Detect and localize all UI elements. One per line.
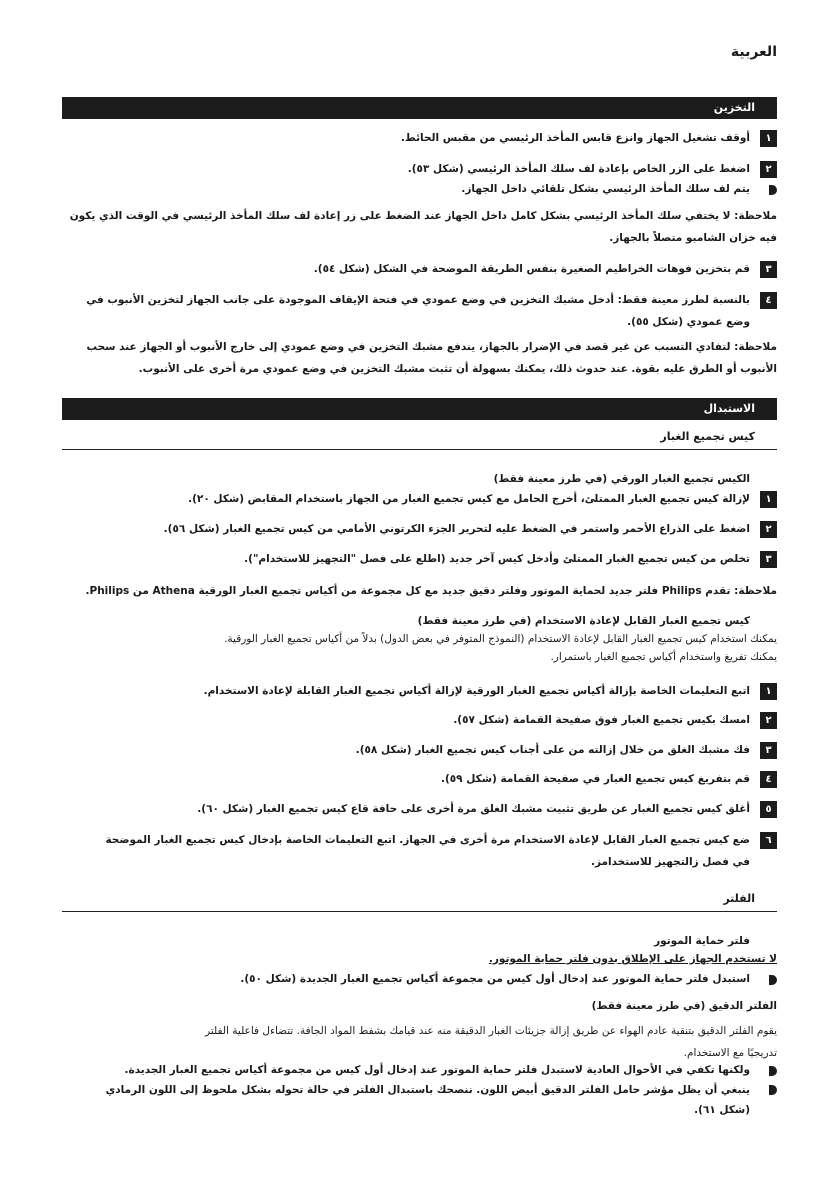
reusable-bag-description — [62, 630, 777, 666]
storage-step-1 — [62, 127, 777, 149]
step-number: ٣ — [760, 742, 777, 759]
note-line: الأنبوب أو الطرق عليه بقوة. عند حدوث ذلك، يمكنك بسهولة أن تثبت مشبك التخزين في وضع عمودي مرة أخرى على الأنبوب. — [138, 363, 777, 375]
step-number: ١ — [760, 130, 777, 147]
reusable-step-3 — [62, 739, 777, 761]
note-line: ملاحظة: لا يختفي سلك المأخذ الرئيسي بشكل كامل داخل الجهاز عند الضغط على زر إعادة لف سلك المأخذ الرئيسي في الوقت الذي يكون — [69, 210, 777, 222]
bullet-text: يتم لف سلك المأخذ الرئيسي بشكل تلقائي داخل الجهاز. — [461, 183, 750, 195]
step-text: ضع كيس تجميع الغبار القابل لإعادة الاستخدام مرة أخرى في الجهاز. اتبع التعليمات الخاصة بإدخال كيس تجميع الغبار الموضحة — [105, 834, 750, 846]
fine-filter-description — [62, 1020, 777, 1064]
reusable-step-5 — [62, 798, 777, 820]
reusable-step-1 — [62, 680, 777, 702]
reusable-step-4 — [62, 768, 777, 790]
step-text: اضغط على الزر الخاص بإعادة لف سلك المأخذ الرئيسي (شكل ٥٣). — [407, 163, 750, 175]
reusable-step-2 — [62, 709, 777, 731]
subsection-heading-dustbag — [62, 430, 777, 450]
reusable-bag-heading: كيس تجميع الغبار القابل لإعادة الاستخدام (في طرز معينة فقط) — [417, 615, 750, 627]
step-number: ٤ — [760, 292, 777, 309]
step-number: ١ — [760, 491, 777, 508]
bullet-text: ولكنها تكفي في الأحوال العادية لاستبدل فلتر حماية الموتور عند إدخال أول كيس من مجموعة أكياس تجميع الغبار الجديدة. — [124, 1064, 750, 1076]
storage-note-2 — [62, 336, 777, 380]
step-text: أوقف تشغيل الجهاز وانزع قابس المأخذ الرئيسي من مقبس الحائط. — [400, 132, 750, 144]
note-line: فيه خزان الشامبو متصلاً بالجهاز. — [609, 232, 777, 244]
motor-filter-warning — [62, 948, 777, 970]
section-bar-storage — [62, 97, 777, 119]
step-number: ٦ — [760, 832, 777, 849]
step-number: ٢ — [760, 161, 777, 178]
step-number: ٢ — [760, 712, 777, 729]
step-text: اضغط على الذراع الأحمر واستمر في الضغط عليه لتحرير الجزء الكرتوني الأمامي من كيس تجميع الغبار (شكل ٥٦). — [163, 523, 750, 535]
paper-bag-heading: الكيس تجميع الغبار الورقي (في طرز معينة فقط) — [493, 473, 750, 485]
replacement-note: ملاحظة: تقدم Philips فلتر جديد لحماية الموتور وفلتر دقيق جديد مع كل مجموعة من أكياس تجميع الغبار الورقية Athena من Philips. — [85, 585, 777, 597]
paragraph-line: يقوم الفلتر الدقيق بتنقية عادم الهواء عن طريق إزالة جزيئات الغبار الدقيقة منه عند قيامك بشفط المواد الجافة. تتضاءل فاعلية الفلتر — [205, 1025, 777, 1037]
step-number: ٥ — [760, 801, 777, 818]
bullet-text: ينبغي أن يظل مؤشر حامل الفلتر الدقيق أبيض اللون. ننصحك باستبدال الفلتر في حالة تحوله بشكل ملحوظ إلى اللون الرمادي — [105, 1084, 750, 1096]
warning-text: لا تستخدم الجهاز على الإطلاق بدون فلتر حماية الموتور. — [488, 953, 777, 965]
step-text: بالنسبة لطرز معينة فقط: أدخل مشبك التخزين في وضع عمودي في فتحة الإيقاف الموجودة على جانب الجهاز لتخزين الأنبوب في — [86, 294, 750, 306]
step-text: امسك بكيس تجميع الغبار فوق صفيحة القمامة (شكل ٥٧). — [453, 714, 750, 726]
subsection-heading-filter — [62, 892, 777, 912]
section-title: الاستبدال — [703, 402, 755, 415]
storage-step-4 — [62, 289, 777, 333]
reusable-step-6 — [62, 829, 777, 873]
motor-filter-bullet — [62, 968, 777, 990]
paragraph-line: يمكنك استخدام كيس تجميع الغبار القابل لإعادة الاستخدام (النموذج المتوفر في بعض الدول) بدلاً من أكياس تجميع الغبار الورقية. — [224, 633, 777, 645]
storage-bullet-1 — [62, 178, 777, 200]
step-number: ٣ — [760, 261, 777, 278]
subsection-title: كيس تجميع الغبار — [660, 430, 755, 443]
step-text: قم بتخزين فوهات الخراطيم الصغيرة بنفس الطريقة الموضحة في الشكل (شكل ٥٤). — [313, 263, 750, 275]
step-text: وضع عمودي (شكل ٥٥). — [627, 316, 750, 328]
paragraph-line: يمكنك تفريغ واستخدام أكياس تجميع الغبار باستمرار. — [550, 651, 777, 663]
step-text: تخلص من كيس تجميع الغبار الممتلئ وأدخل كيس آخر جديد (اطلع على فصل "التجهيز للاستخدام"). — [244, 553, 750, 565]
fine-filter-bullet-1 — [62, 1059, 777, 1081]
note-line: ملاحظة: لتفادي التسبب عن غير قصد في الإضرار بالجهاز، يندفع مشبك التخزين في وضع عمودي إلى خارج الأنبوب أو الجهاز عند سحب — [86, 341, 777, 353]
step-number: ٣ — [760, 551, 777, 568]
paper-step-2 — [62, 518, 777, 540]
motor-filter-heading: فلتر حماية الموتور — [654, 935, 750, 947]
section-title: التخزين — [713, 101, 755, 114]
storage-note-1 — [62, 205, 777, 249]
step-number: ٤ — [760, 771, 777, 788]
step-text: أغلق كيس تجميع الغبار عن طريق تثبيت مشبك الغلق مرة أخرى على حافة قاع كيس تجميع الغبار (شكل ٦٠). — [197, 803, 750, 815]
fine-filter-bullet-2 — [62, 1080, 777, 1120]
step-number: ٢ — [760, 521, 777, 538]
step-text: اتبع التعليمات الخاصة بإزالة أكياس تجميع الغبار الورقية لإزالة أكياس تجميع الغبار القابلة لإعادة الاستخدام. — [203, 685, 750, 697]
bullet-text: استبدل فلتر حماية الموتور عند إدخال أول كيس من مجموعة أكياس تجميع الغبار الجديدة (شكل ٥٠). — [240, 973, 750, 985]
paper-step-3 — [62, 548, 777, 570]
storage-step-2 — [62, 158, 777, 180]
step-text: قم بتفريغ كيس تجميع الغبار في صفيحة القمامة (شكل ٥٩). — [440, 773, 750, 785]
bullet-text: (شكل ٦١). — [694, 1104, 750, 1116]
fine-filter-heading: الفلتر الدقيق (في طرز معينة فقط) — [591, 1000, 777, 1012]
subsection-title: الفلتر — [723, 892, 755, 905]
section-bar-replacement — [62, 398, 777, 420]
step-text: فك مشبك الغلق من خلال إزالته من على أجناب كيس تجميع الغبار (شكل ٥٨). — [355, 744, 750, 756]
step-text: لإزالة كيس تجميع الغبار الممتلئ، أخرج الحامل مع كيس تجميع الغبار من الجهاز باستخدام المقابض (شكل ٢٠). — [188, 493, 750, 505]
paragraph-line: تدريجيًا مع الاستخدام. — [683, 1047, 777, 1059]
step-text: في فصل زالتجهيز للاستخدامز. — [590, 856, 750, 868]
paper-step-1 — [62, 488, 777, 510]
storage-step-3 — [62, 258, 777, 280]
language-label: العربية — [730, 44, 777, 60]
step-number: ١ — [760, 683, 777, 700]
